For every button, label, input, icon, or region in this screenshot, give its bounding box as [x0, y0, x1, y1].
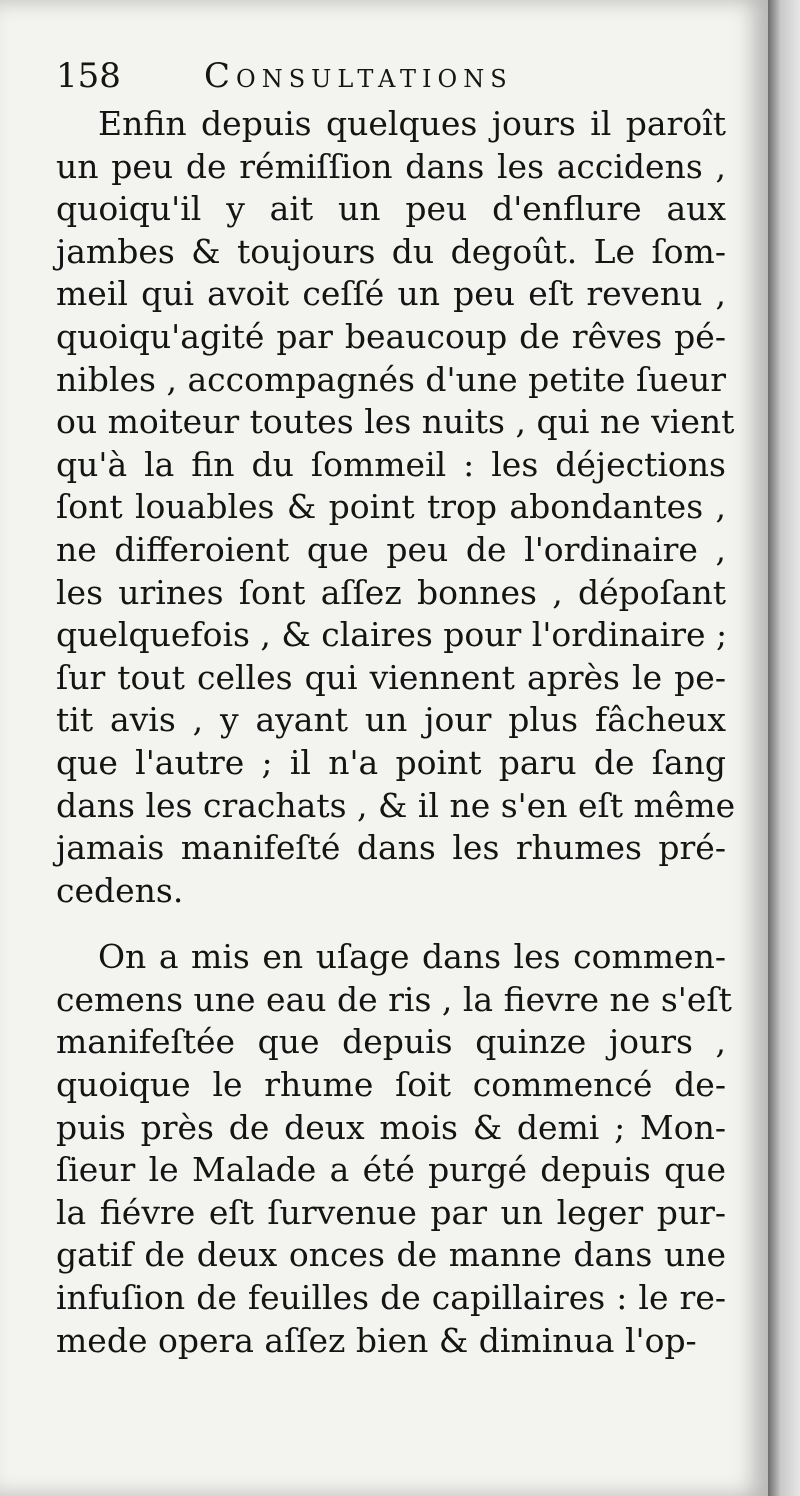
text-line: ſieur le Malade a été purgé depuis que [56, 1150, 726, 1190]
text-line: que l'autre ; il n'a point paru de ſang [56, 742, 726, 782]
text-line: gatif de deux onces de manne dans une [56, 1235, 726, 1275]
text-line: meil qui avoit ceſſé un peu eſt revenu , [56, 274, 726, 314]
text-line: jambes & toujours du degoût. Le ſom- [56, 231, 726, 271]
body-text [56, 103, 736, 1362]
text-line: les urines ſont aſſez bonnes , dépoſant [56, 572, 726, 612]
text-line: puis près de deux mois & demi ; Mon- [56, 1107, 726, 1147]
text-line: mede opera aſſez bien & diminua l'op- [56, 1320, 697, 1360]
text-line: un peu de rémiſſion dans les accidens , [56, 146, 726, 186]
text-line: quoiqu'agité par beaucoup de rêves pé- [56, 316, 726, 356]
paragraph-gap [56, 912, 726, 936]
text-line: infuſion de feuilles de capillaires : le re- [56, 1278, 726, 1318]
page-number: 158 [56, 56, 121, 96]
text-line: ou moiteur toutes les nuits , qui ne vient [56, 402, 735, 442]
text-line: On a mis en uſage dans les commen- [98, 937, 726, 977]
text-line: Enfin depuis quelques jours il paroît [98, 104, 726, 143]
page-edge-shadow [768, 0, 800, 1496]
text-line: quelquefois , & claires pour l'ordinaire ; [56, 615, 728, 655]
text-line: ſur tout celles qui viennent après le pe- [56, 657, 726, 697]
text-line: cemens une eau de ris , la fievre ne s'eſt [56, 979, 732, 1019]
text-line: ſont louables & point trop abondantes , [56, 487, 726, 527]
text-line: dans les crachats , & il ne s'en eſt même [56, 785, 736, 825]
text-line: jamais manifeſté dans les rhumes pré- [56, 828, 726, 868]
running-title: Consultations [204, 56, 513, 96]
text-line: manifeſtée que depuis quinze jours , [56, 1022, 726, 1062]
text-line: qu'à la fin du ſommeil : les déjections [56, 444, 726, 484]
page-header [56, 52, 736, 100]
text-line: ne differoient que peu de l'ordinaire , [56, 529, 726, 569]
text-line: quoiqu'il y ait un peu d'enflure aux [56, 189, 726, 229]
text-line: quoique le rhume ſoit commencé de- [56, 1065, 726, 1105]
text-line: tit avis , y ayant un jour plus fâcheux [56, 700, 726, 740]
text-line: nibles , accompagnés d'une petite ſueur [56, 359, 726, 399]
text-line: cedens. [56, 870, 184, 910]
text-line: la fiévre eſt ſurvenue par un leger pur- [56, 1192, 726, 1232]
